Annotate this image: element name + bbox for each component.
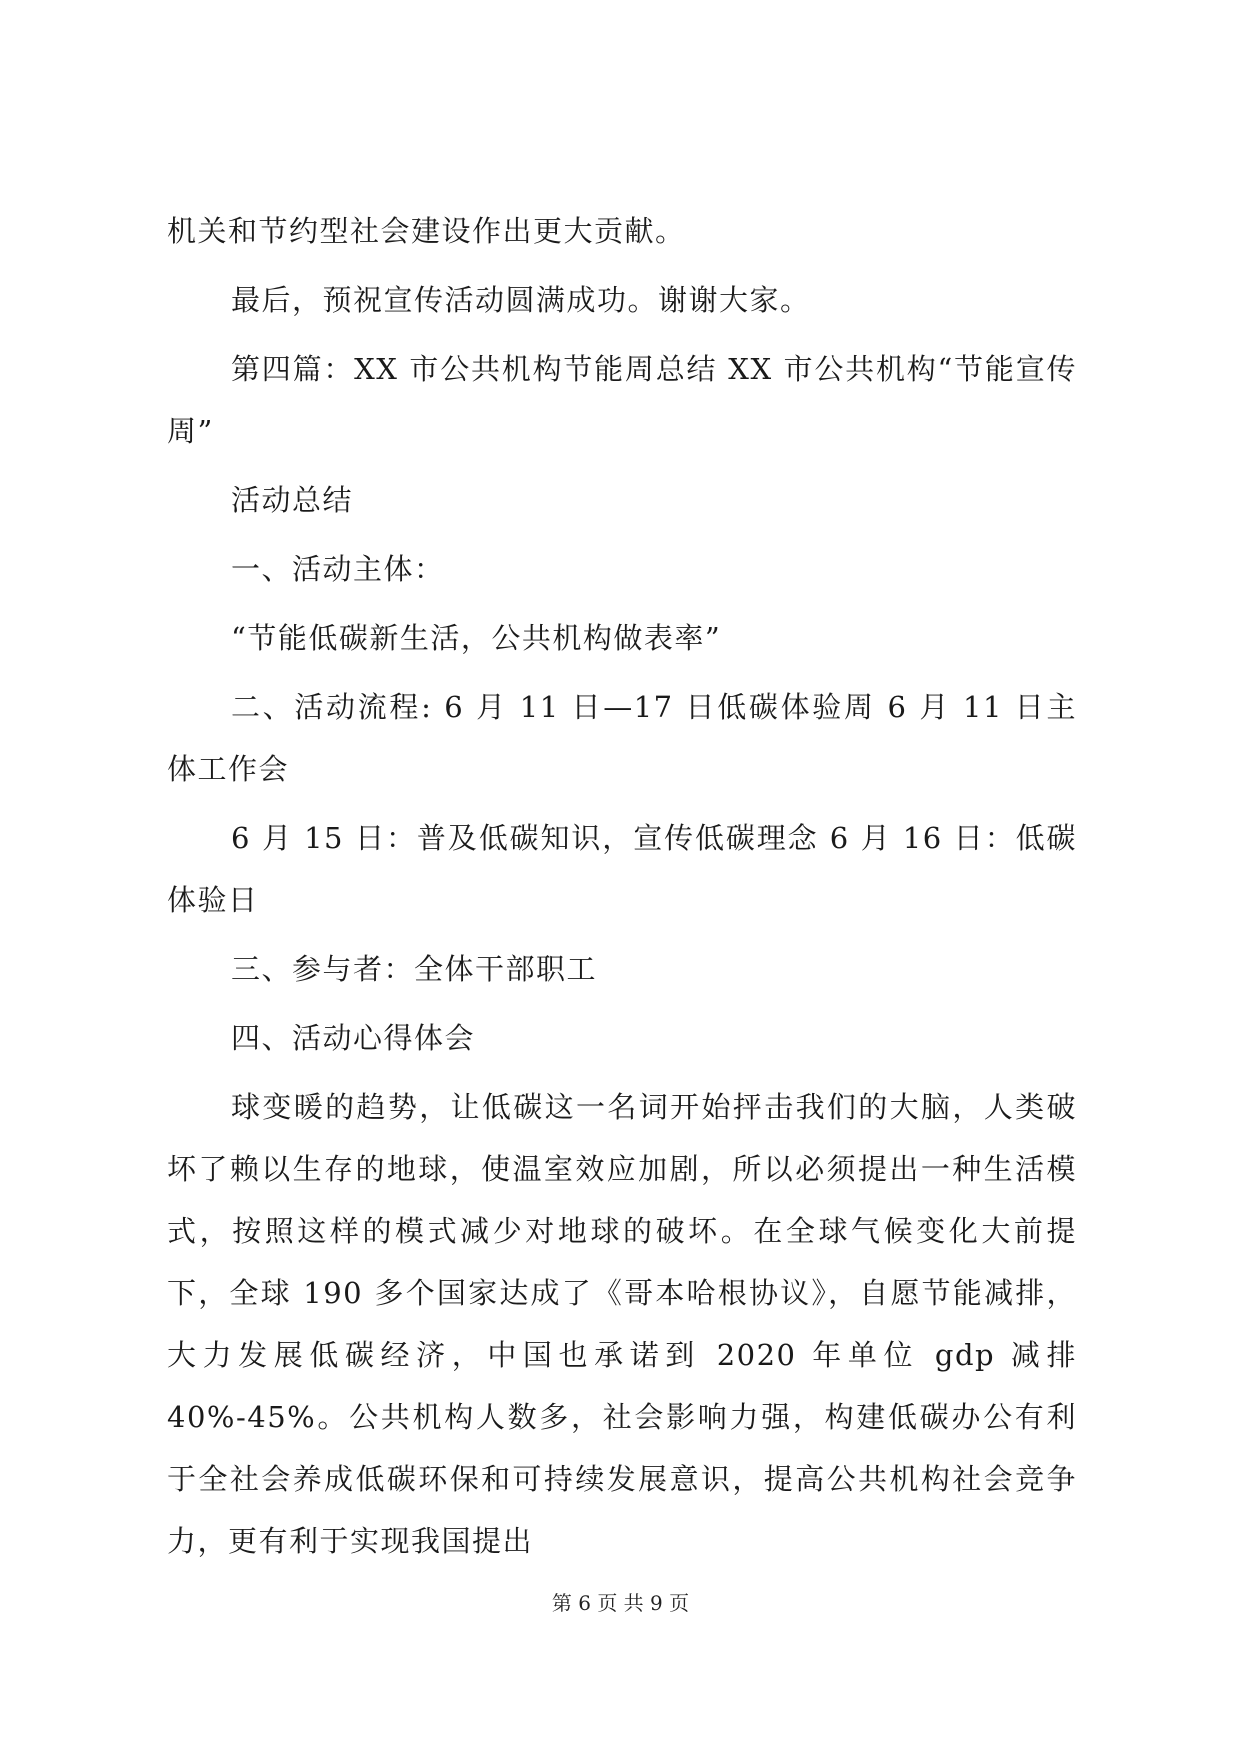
section-heading: 第四篇：XX 市公共机构节能周总结 XX 市公共机构“节能宣传周” — [167, 352, 1077, 448]
paragraph: 四、活动心得体会 — [231, 1021, 476, 1055]
paragraph: 6 月 15 日：普及低碳知识，宣传低碳理念 6 月 16 日：低碳体验日 — [167, 821, 1077, 917]
paragraph: 机关和节约型社会建设作出更大贡献。 — [167, 214, 686, 248]
paragraph: 二、活动流程: 6 月 11 日—17 日低碳体验周 6 月 11 日主体工作会 — [167, 690, 1077, 786]
paragraph: 一、活动主体： — [231, 552, 445, 586]
document-body — [167, 200, 1077, 1579]
page-number-footer: 第 6 页 共 9 页 — [551, 1591, 690, 1615]
paragraph: 三、参与者：全体干部职工 — [231, 952, 598, 986]
paragraph: 球变暖的趋势，让低碳这一名词开始抨击我们的大脑，人类破坏了赖以生存的地球，使温室效应加剧，所以必须提出一种生活模式，按照这样的模式减少对地球的破坏。在全球气候变化大前提下，全球 190 多个国家达成了《哥本哈根协议》，自愿节能减排，大力发展低碳经济，中国也承诺到 2020 年单位 gdp 减排 40%-45%。公共机构人数多，社会影响力强，构建低碳办公有利于全社会养成低碳环保和可持续发展意识，提高公共机构社会竞争力，更有利于实现我国提出 — [167, 1090, 1077, 1558]
paragraph: 活动总结 — [231, 483, 354, 517]
paragraph: “节能低碳新生活，公共机构做表率” — [231, 621, 722, 655]
paragraph: 最后，预祝宣传活动圆满成功。谢谢大家。 — [231, 283, 811, 317]
